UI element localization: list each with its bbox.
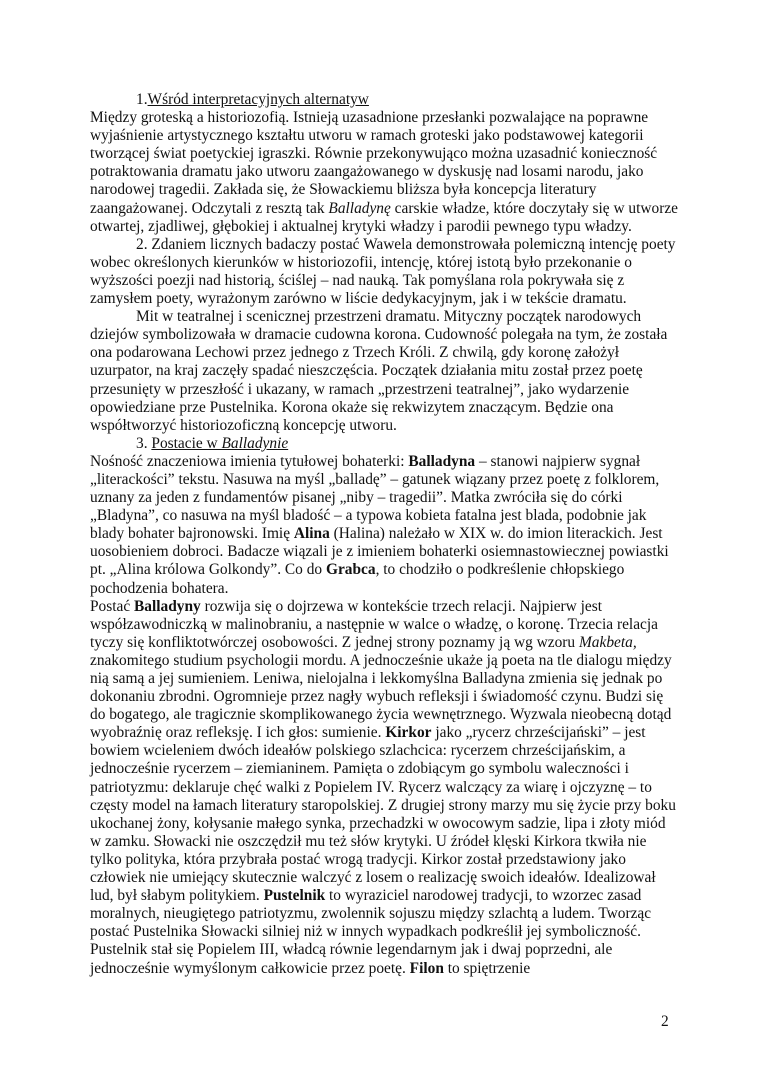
name-alina: Alina: [293, 525, 330, 543]
name-grabiec: Grabca: [325, 561, 376, 579]
name-balladyna: Balladyna: [408, 452, 476, 470]
name-balladyny: Balladyny: [134, 597, 201, 615]
page-number: 2: [661, 1013, 669, 1030]
paragraph-mit: Mit w teatralnej i scenicznej przestrzeni dramatu. Mityczny początek narodowych dziejów symbolizowała w dramacie cudowna korona. Cudowność polegała na tym, że została ona podarowana Lechowi przez jednego z Trzech Króli. Z chwilą, gdy koronę założył uzurpator, na kraj zaczęły spadać nieszczęścia. Początek działania mitu został przez poetę przesunięty w przeszłość i ukazany, w ramach „przestrzeni teatralnej”, jako wydarzenie opowiedziane prze Pustelnika. Korona okaże się rekwizytem znaczącym. Będzie ona współtworzyć historiozoficzną koncepcję utworu.: [90, 308, 668, 434]
section-3-number: 3.: [136, 434, 152, 452]
name-filon: Filon: [409, 959, 444, 977]
section-1-number: 1.: [136, 91, 148, 108]
section-1-heading: [90, 91, 680, 109]
paragraph-postacie: Postać Balladyny rozwija się o dojrzewa w kontekście trzech relacji. Najpierw jest współzawodniczką w malinobraniu, a następnie w walce o władzę, o koronę. Trzecia relacja tyczy się konfliktotwórczej osobowości. Z jednej strony poznamy ją wg wzoru Makbeta, znakomitego studium psychologii mordu. A jednocześnie ukaże ją poeta na tle dialogu między nią samą a jej sumieniem. Leniwa, nielojalna i lekkomyślna Balladyna zmienia się jednak po dokonaniu zbrodni. Ogromnieje przez nagły wybuch refleksji i świadomość czynu. Budzi się do bogatego, ale tragicznie skomplikowanego życia wewnętrznego. Wyzwala nieobecną dotąd wyobraźnię oraz refleksję. I ich głos: sumienie. Kirkor jako „rycerz chrześcijański” – jest bowiem wcieleniem dwóch ideałów polskiego szlachcica: rycerzem chrześcijańskim, a jednocześnie rycerzem – ziemianinem. Pamięta o zdobiącym go symbolu waleczności i patriotyzmu: deklaruje chęć walki z Popielem IV. Rycerz walczący za wiarę i ojczyznę – to częsty model na łamach literatury staropolskiej. Z drugiej strony marzy mu się życie przy boku ukochanej żony, kołysanie małego synka, przechadzki w owocowym sadzie, lipa i złoty miód w zamku. Słowacki nie oszczędził mu też słów krytyki. U źródeł klęski Kirkora tkwiła nie tylko polityka, która przybrała postać wrogą tradycji. Kirkor został przedstawiony jako człowiek nie umiejący skutecznie walczyć z losem o realizację swoich ideałów. Idealizował lud, był słabym politykiem. Pustelnik to wyraziciel narodowej tradycji, to wzorzec zasad moralnych, nieugiętego patriotyzmu, zwolennik sojuszu między szlachtą a ludem. Tworząc postać Pustelnika Słowacki silniej niż w innych wypadkach podkreślił jej symboliczność. Pustelnik stał się Popielem III, władcą równie legendarnym jak i dwaj poprzedni, ale jednocześnie wymyślonym całkowicie przez poetę. Filon to spiętrzenie: [90, 597, 676, 977]
section-3-heading: [90, 435, 680, 453]
section-3-title-italic: Balladynie: [221, 434, 289, 452]
title-balladyne: Balladynę: [328, 199, 391, 217]
text-column: [90, 91, 680, 978]
paragraph-imiona: Nośność znaczeniowa imienia tytułowej bohaterki: Balladyna – stanowi najpierw sygnał „literackości” tekstu. Nasuwa na myśl „balladę” – gatunek wiązany przez poetę z folklorem, uznany za jeden z fundamentów pisanej „niby – tragedii”. Matka zwróciła się do córki „Bladyna”, co nasuwa na myśl bladość – a typowa kobieta fatalna jest blada, podobnie jak blady bohater bajronowski. Imię Alina (Halina) należało w XIX w. do imion literackich. Jest uosobieniem dobroci. Badacze wiązali je z imieniem bohaterki osiemnastowiecznej powiastki pt. „Alina królowa Golkondy”. Co do Grabca, to chodziło o podkreślenie chłopskiego pochodzenia bohatera.: [90, 452, 669, 597]
section-1-title: Wśród interpretacyjnych alternatyw: [147, 91, 369, 108]
name-kirkor: Kirkor: [385, 724, 432, 742]
section-3-title: Postacie w: [151, 434, 222, 452]
title-makbeta: Makbeta,: [578, 633, 637, 651]
name-pustelnik: Pustelnik: [263, 887, 326, 905]
paragraph-groteska: Między groteską a historiozofią. Istnieją uzasadnione przesłanki pozwalające na poprawne wyjaśnienie artystycznego kształtu utworu w ramach groteski jako podstawowej kategorii tworzącej świat poetyckiej igraszki. Równie przekonywująco można uzasadnić konieczność potraktowania dramatu jako utworu zaangażowanego w dyskusję nad losami narodu, jako narodowej tragedii. Zakłada się, że Słowackiemu bliższa była koncepcja literatury zaangażowanej. Odczytali z resztą tak Balladynę carskie władze, które doczytały się w utworze otwartej, zjadliwej, głębokiej i aktualnej krytyki władzy i parodii pewnego typu władzy.: [90, 109, 678, 235]
paragraph-wawel: 2. Zdaniem licznych badaczy postać Wawela demonstrowała polemiczną intencję poety wobec określonych kierunków w historiozofii, intencję, której istotą było przekonanie o wyższości poezji nad historią, ściślej – nad nauką. Tak pomyślana rola pokrywała się z zamysłem poety, wyrażonym zarówno w liście dedykacyjnym, jak i w tekście dramatu.: [90, 235, 676, 308]
